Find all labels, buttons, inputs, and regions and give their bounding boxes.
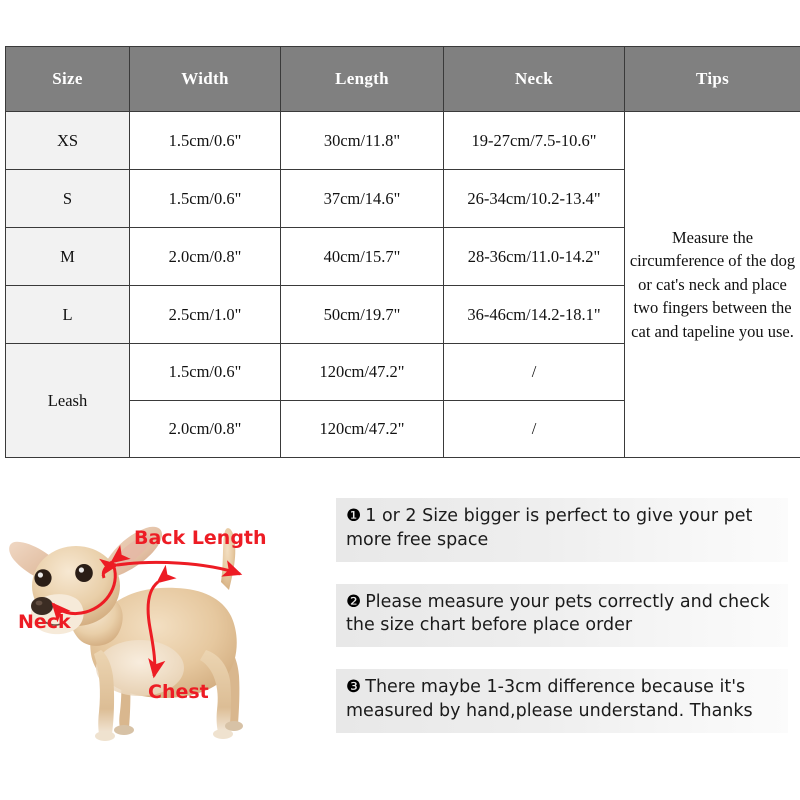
note-number-1-icon: ❶ xyxy=(346,506,362,526)
cell-length-leash-1: 120cm/47.2" xyxy=(281,344,444,401)
dog-eye-left-glint xyxy=(38,572,43,577)
dog-paw-hind-near xyxy=(213,729,233,739)
cell-width-s: 1.5cm/0.6" xyxy=(130,170,281,228)
dog-measurement-diagram xyxy=(0,478,320,773)
dog-eye-right-glint xyxy=(79,567,84,572)
note-item-3 xyxy=(336,669,788,733)
dog-nose-highlight xyxy=(36,601,43,606)
dog-eye-right xyxy=(75,564,93,582)
note-text-2: Please measure your pets correctly and check the size chart before place order xyxy=(346,591,770,636)
cell-size-s: S xyxy=(6,170,130,228)
cell-size-xs: XS xyxy=(6,112,130,170)
label-back-length: Back Length xyxy=(134,527,267,549)
column-header-neck: Neck xyxy=(444,47,625,112)
cell-neck-leash-2: / xyxy=(444,401,625,458)
note-text-1: 1 or 2 Size bigger is perfect to give your pet more free space xyxy=(346,506,753,550)
table-header xyxy=(6,47,800,112)
cell-neck-xs: 19-27cm/7.5-10.6" xyxy=(444,112,625,170)
cell-size-l: L xyxy=(6,286,130,344)
cell-neck-s: 26-34cm/10.2-13.4" xyxy=(444,170,625,228)
label-chest: Chest xyxy=(148,681,209,703)
dog-eye-left xyxy=(34,569,51,587)
column-header-tips: Tips xyxy=(625,47,800,112)
cell-width-leash-2: 2.0cm/0.8" xyxy=(130,401,281,458)
cell-width-leash-1: 1.5cm/0.6" xyxy=(130,344,281,401)
size-chart-table-container xyxy=(5,46,795,458)
note-item-1 xyxy=(336,498,788,562)
table-row xyxy=(6,112,800,170)
table-header-row xyxy=(6,47,800,112)
cell-tips: Measure the circumference of the dog or cat's neck and place two fingers between the cat and tapeline you use. xyxy=(625,112,800,458)
cell-width-m: 2.0cm/0.8" xyxy=(130,228,281,286)
cell-neck-m: 28-36cm/11.0-14.2" xyxy=(444,228,625,286)
dog-paw-front-near xyxy=(95,731,115,741)
note-number-2-icon: ❷ xyxy=(346,591,362,612)
note-number-3-icon: ❸ xyxy=(346,677,362,698)
note-text-3: There maybe 1-3cm difference because it's measured by hand,please understand. Thanks xyxy=(346,677,753,721)
table-body xyxy=(6,112,800,458)
size-chart-table xyxy=(5,46,800,458)
dog-illustration-svg xyxy=(0,478,320,773)
label-neck: Neck xyxy=(18,611,71,633)
cell-length-m: 40cm/15.7" xyxy=(281,228,444,286)
cell-neck-leash-1: / xyxy=(444,344,625,401)
column-header-length: Length xyxy=(281,47,444,112)
note-item-2 xyxy=(336,584,788,648)
column-header-width: Width xyxy=(130,47,281,112)
cell-size-m: M xyxy=(6,228,130,286)
dog-paw-front-far xyxy=(114,725,134,735)
notes-list xyxy=(336,498,788,733)
dog-paw-hind-far xyxy=(225,721,243,731)
cell-size-leash: Leash xyxy=(6,344,130,458)
cell-length-xs: 30cm/11.8" xyxy=(281,112,444,170)
cell-neck-l: 36-46cm/14.2-18.1" xyxy=(444,286,625,344)
cell-width-xs: 1.5cm/0.6" xyxy=(130,112,281,170)
cell-length-l: 50cm/19.7" xyxy=(281,286,444,344)
cell-length-leash-2: 120cm/47.2" xyxy=(281,401,444,458)
cell-width-l: 2.5cm/1.0" xyxy=(130,286,281,344)
column-header-size: Size xyxy=(6,47,130,112)
cell-length-s: 37cm/14.6" xyxy=(281,170,444,228)
